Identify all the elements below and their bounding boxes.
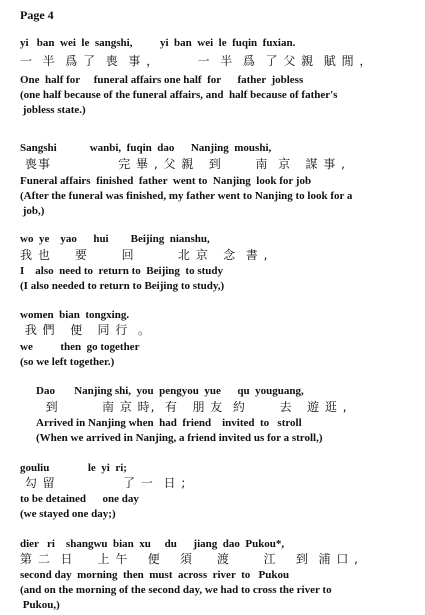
stanza-2-translation-line-2: job,) bbox=[20, 205, 45, 217]
stanza-2-pinyin: Sangshi wanbi, fuqin dao Nanjing moushi, bbox=[20, 142, 272, 154]
stanza-5-translation-line-1: (When we arrived in Nanjing, a friend invited us for a stroll,) bbox=[36, 432, 323, 444]
stanza-6-chinese: 勾 留 了 一 日 ; bbox=[20, 476, 187, 490]
stanza-7-translation-line-2: Pukou,) bbox=[20, 599, 60, 611]
stanza-3-pinyin: wo ye yao hui Beijing nianshu, bbox=[20, 233, 210, 245]
stanza-7-chinese: 第 二 日 上 午 便 須 渡 江 到 浦 口 , bbox=[20, 552, 359, 566]
stanza-1-chinese: 一 半 爲 了 喪 事 ， 一 半 爲 了 父 親 賦 閒 ， bbox=[20, 54, 373, 68]
stanza-5-pinyin: Dao Nanjing shi, you pengyou yue qu youguang, bbox=[36, 385, 304, 397]
stanza-3-translation-line-1: (I also needed to return to Beijing to study,) bbox=[20, 280, 225, 292]
stanza-4-pinyin: women bian tongxing. bbox=[20, 309, 130, 321]
stanza-5-gloss: Arrived in Nanjing when had friend invited to stroll bbox=[36, 417, 302, 429]
stanza-5-chinese: 到 南 京 時, 有 朋 友 約 去 遊 逛 , bbox=[36, 400, 348, 414]
stanza-2-translation-line-1: (After the funeral was finished, my father went to Nanjing to look for a bbox=[20, 190, 353, 202]
stanza-2-gloss: Funeral affairs finished father went to Nanjing look for job bbox=[20, 175, 312, 187]
stanza-1-gloss: One half for funeral affairs one half for father jobless bbox=[20, 74, 304, 86]
stanza-7-gloss: second day morning then must across river to Pukou bbox=[20, 569, 290, 581]
stanza-6-pinyin: gouliu le yi ri; bbox=[20, 462, 127, 474]
stanza-4-translation-line-1: (so we left together.) bbox=[20, 356, 115, 368]
stanza-1-pinyin: yi ban wei le sangshi, yi ban wei le fuqin fuxian. bbox=[20, 37, 296, 49]
stanza-1-translation-line-2: jobless state.) bbox=[20, 104, 86, 116]
stanza-7-pinyin: dier ri shangwu bian xu du jiang dao Pukou*, bbox=[20, 538, 285, 550]
stanza-6-translation-line-1: (we stayed one day;) bbox=[20, 508, 116, 520]
stanza-3-gloss: I also need to return to Beijing to study bbox=[20, 265, 223, 277]
stanza-4-chinese: 我 們 便 同 行 。 bbox=[20, 323, 151, 337]
stanza-7-translation-line-1: (and on the morning of the second day, we had to cross the river to bbox=[20, 584, 332, 596]
stanza-3-chinese: 我 也 要 回 北 京 念 書 , bbox=[20, 248, 269, 262]
stanza-2-chinese: 喪事 完 畢 , 父 親 到 南 京 謀 事 , bbox=[20, 157, 346, 171]
page-number: Page 4 bbox=[20, 8, 54, 22]
stanza-6-gloss: to be detained one day bbox=[20, 493, 139, 505]
stanza-4-gloss: we then go together bbox=[20, 341, 140, 353]
stanza-1-translation-line-1: (one half because of the funeral affairs, and half because of father's bbox=[20, 89, 338, 101]
